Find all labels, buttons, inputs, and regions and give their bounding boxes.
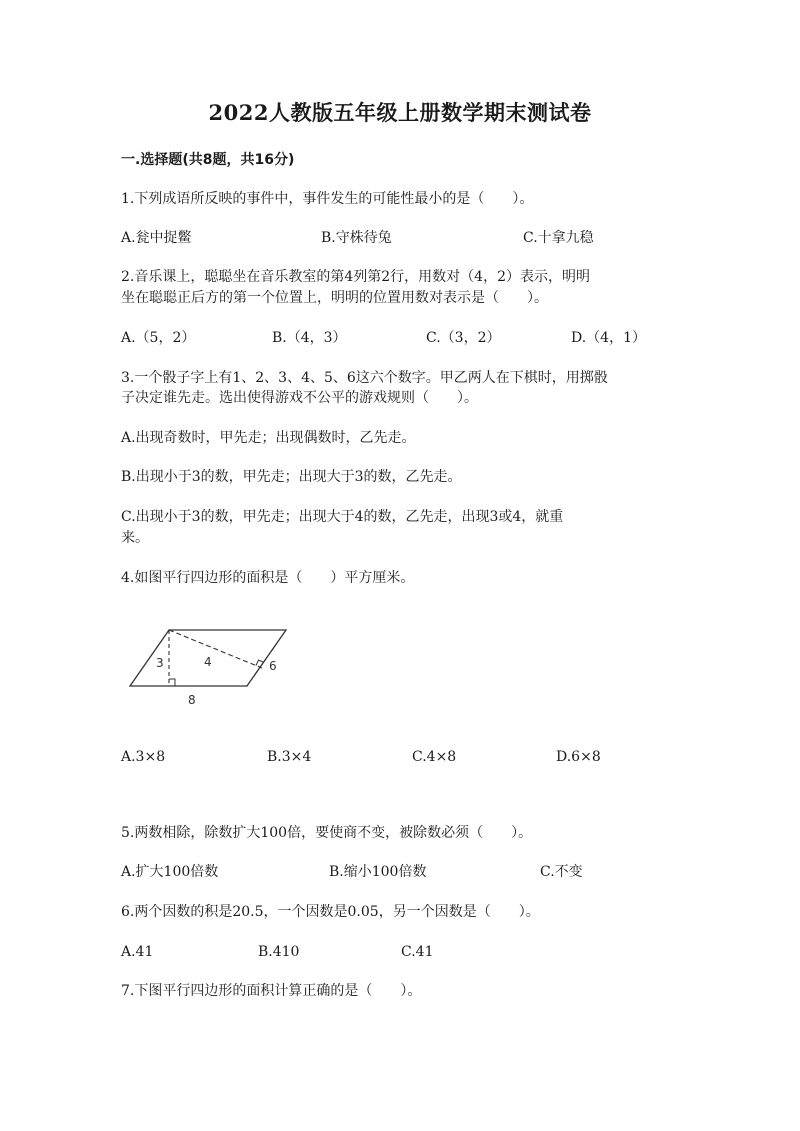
question-4-option-a: A.3×8 bbox=[121, 749, 166, 765]
question-3-option-b: B.出现小于3的数，甲先走；出现大于3的数，乙先走。 bbox=[121, 469, 462, 485]
question-2-stem-line-2: 坐在聪聪正后方的第一个位置上，明明的位置用数对表示是（ ）。 bbox=[121, 290, 548, 306]
question-3-stem-line-2: 子决定谁先走。选出使得游戏不公平的游戏规则（ ）。 bbox=[121, 390, 478, 406]
diagonal-label: 4 bbox=[204, 655, 212, 669]
question-6-option-c: C.41 bbox=[401, 944, 434, 960]
height-label: 3 bbox=[156, 656, 164, 670]
question-3-stem-line-1: 3.一个骰子字上有1、2、3、4、5、6这六个数字。甲乙两人在下棋时，用掷骰 bbox=[121, 370, 608, 386]
question-7-stem: 7.下图平行四边形的面积计算正确的是（ ）。 bbox=[121, 983, 422, 999]
diagonal-line bbox=[169, 630, 262, 668]
question-5-stem: 5.两数相除，除数扩大100倍，要使商不变，被除数必须（ ）。 bbox=[121, 825, 533, 841]
question-6-option-a: A.41 bbox=[121, 944, 154, 960]
question-4-option-c: C.4×8 bbox=[412, 749, 457, 765]
section-heading: 一.选择题(共8题，共16分) bbox=[121, 152, 295, 168]
question-6-option-b: B.410 bbox=[258, 944, 300, 960]
height-right-angle bbox=[169, 679, 175, 686]
question-6-stem: 6.两个因数的积是20.5，一个因数是0.05，另一个因数是（ ）。 bbox=[121, 904, 540, 920]
base-label: 8 bbox=[188, 693, 196, 707]
question-5-option-c: C.不变 bbox=[540, 864, 583, 880]
parallelogram-figure bbox=[122, 620, 292, 712]
page-title: 2022人教版五年级上册数学期末测试卷 bbox=[208, 100, 592, 125]
question-2-stem-line-1: 2.音乐课上，聪聪坐在音乐教室的第4列第2行，用数对（4，2）表示，明明 bbox=[121, 269, 590, 285]
question-4-option-d: D.6×8 bbox=[556, 749, 601, 765]
question-2-option-d: D.（4，1） bbox=[571, 330, 646, 346]
question-3-option-c-line-2: 来。 bbox=[121, 530, 149, 546]
question-1-stem: 1.下列成语所反映的事件中，事件发生的可能性最小的是（ ）。 bbox=[121, 191, 534, 207]
question-2-option-b: B.（4，3） bbox=[272, 330, 347, 346]
question-2-option-c: C.（3，2） bbox=[426, 330, 501, 346]
question-4-stem: 4.如图平行四边形的面积是（ ）平方厘米。 bbox=[121, 570, 415, 586]
question-5-option-a: A.扩大100倍数 bbox=[121, 864, 219, 880]
question-2-option-a: A.（5，2） bbox=[121, 330, 196, 346]
question-1-option-b: B.守株待兔 bbox=[321, 230, 392, 246]
question-3-option-c-line-1: C.出现小于3的数，甲先走；出现大于4的数，乙先走，出现3或4，就重 bbox=[121, 509, 564, 525]
question-1-option-c: C.十拿九稳 bbox=[523, 230, 594, 246]
question-3-option-a: A.出现奇数时，甲先走；出现偶数时，乙先走。 bbox=[121, 430, 416, 446]
question-4-option-b: B.3×4 bbox=[267, 749, 312, 765]
question-5-option-b: B.缩小100倍数 bbox=[329, 864, 427, 880]
side-label: 6 bbox=[269, 659, 277, 673]
question-1-option-a: A.瓮中捉鳖 bbox=[121, 230, 192, 246]
